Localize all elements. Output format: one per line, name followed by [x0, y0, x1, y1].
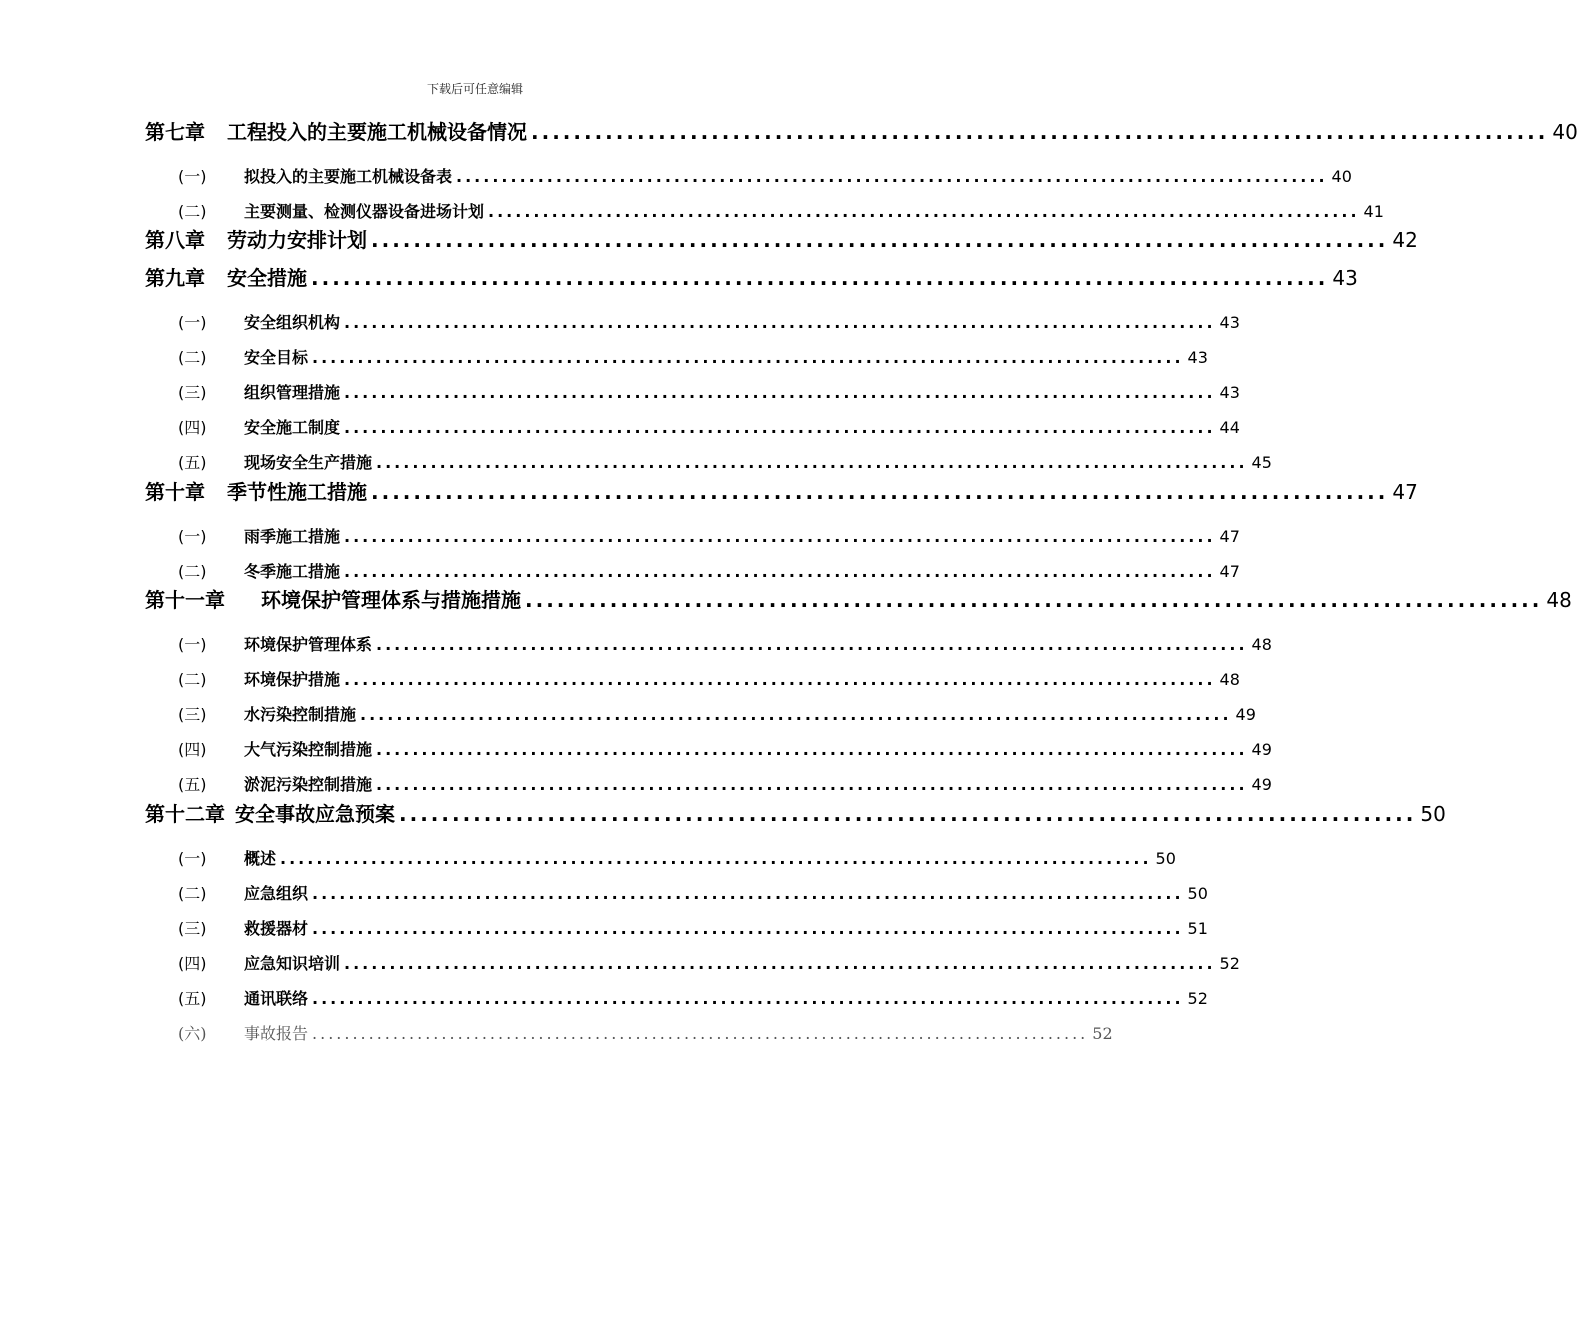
toc-section[interactable] — [178, 772, 1272, 795]
toc-leader: ................................................................................................ — [525, 588, 1543, 612]
toc-leader: ................................................................................................ — [531, 120, 1549, 144]
toc-section[interactable] — [178, 164, 1352, 187]
toc-leader: ................................................................................................ — [488, 202, 1360, 221]
toc-title: 劳动力安排计划 — [227, 228, 367, 252]
toc-leader: ................................................................................................ — [399, 802, 1417, 826]
toc-page-number: 49 — [1235, 705, 1256, 724]
toc-title: 淤泥污染控制措施 — [244, 775, 373, 794]
toc-section[interactable] — [178, 310, 1240, 333]
toc-page-number: 43 — [1219, 383, 1240, 402]
toc-title: 组织管理措施 — [244, 383, 341, 402]
toc-leader: ................................................................................................ — [312, 919, 1184, 938]
toc-number: 第十章 — [145, 480, 205, 504]
toc-chapter-7[interactable] — [145, 116, 1578, 145]
toc-page-number: 45 — [1251, 453, 1272, 472]
toc-number: (一) — [178, 313, 207, 332]
toc-title: 拟投入的主要施工机械设备表 — [244, 167, 453, 186]
toc-section[interactable] — [178, 524, 1240, 547]
toc-section[interactable] — [178, 846, 1176, 869]
toc-number: (四) — [178, 418, 207, 437]
toc-number: (四) — [178, 740, 207, 759]
toc-title: 概述 — [244, 849, 277, 868]
toc-section[interactable] — [178, 986, 1208, 1009]
toc-number: (一) — [178, 527, 207, 546]
toc-section[interactable] — [178, 450, 1272, 473]
toc-leader: ................................................................................................ — [376, 635, 1248, 654]
page-header: 下载后可任意编辑 — [426, 82, 523, 96]
toc-number: (一) — [178, 849, 207, 868]
toc-leader: ................................................................................................ — [312, 989, 1184, 1008]
toc-leader: ................................................................................................ — [280, 849, 1152, 868]
toc-title: 环境保护措施 — [244, 670, 341, 689]
toc-page-number: 50 — [1187, 884, 1208, 903]
toc-number: (五) — [178, 989, 207, 1008]
toc-title: 主要测量、检测仪器设备进场计划 — [244, 202, 485, 221]
toc-leader: ................................................................................................ — [312, 348, 1184, 367]
toc-number: (四) — [178, 954, 207, 973]
toc-number: (三) — [178, 705, 207, 724]
toc-leader: ................................................................................................ — [344, 418, 1216, 437]
toc-section[interactable] — [178, 345, 1208, 368]
toc-leader: ................................................................................................ — [344, 313, 1216, 332]
toc-page-number: 43 — [1187, 348, 1208, 367]
toc-number: (三) — [178, 919, 207, 938]
toc-page-number: 49 — [1251, 775, 1272, 794]
toc-section[interactable] — [178, 667, 1240, 690]
toc-number: 第七章 — [145, 120, 205, 144]
toc-leader: ................................................................................................ — [371, 228, 1389, 252]
toc-title: 环境保护管理体系与措施措施 — [261, 588, 521, 612]
toc-chapter-9[interactable] — [145, 262, 1358, 291]
toc-section[interactable] — [178, 702, 1256, 725]
toc-number: 第八章 — [145, 228, 205, 252]
toc-page-number: 43 — [1219, 313, 1240, 332]
toc-title: 安全组织机构 — [244, 313, 341, 332]
toc-page-number: 40 — [1552, 120, 1578, 144]
toc-number: (二) — [178, 202, 207, 221]
toc-title: 救援器材 — [244, 919, 309, 938]
toc-leader: ................................................................................................ — [376, 775, 1248, 794]
toc-title: 安全施工制度 — [244, 418, 341, 437]
toc-page-number: 42 — [1392, 228, 1418, 252]
toc-number: 第九章 — [145, 266, 205, 290]
toc-section[interactable] — [178, 1021, 1113, 1044]
toc-section[interactable] — [178, 415, 1240, 438]
toc-page-number: 50 — [1155, 849, 1176, 868]
toc-page-number: 43 — [1332, 266, 1358, 290]
toc-section[interactable] — [178, 737, 1272, 760]
toc-page-number: 51 — [1187, 919, 1208, 938]
toc-page-number: 49 — [1251, 740, 1272, 759]
toc-leader: ................................................................................................ — [360, 705, 1232, 724]
toc-number: (二) — [178, 562, 207, 581]
toc-title: 应急知识培训 — [244, 954, 341, 973]
toc-page-number: 44 — [1219, 418, 1240, 437]
toc-title: 季节性施工措施 — [227, 480, 367, 504]
toc-leader: ................................................................................................ — [344, 527, 1216, 546]
toc-leader: ................................................................................................ — [376, 740, 1248, 759]
toc-page-number: 47 — [1392, 480, 1418, 504]
toc-section[interactable] — [178, 881, 1208, 904]
toc-section[interactable] — [178, 380, 1240, 403]
toc-page-number: 40 — [1331, 167, 1352, 186]
toc-number: (五) — [178, 775, 207, 794]
toc-title: 现场安全生产措施 — [244, 453, 373, 472]
toc-number: (一) — [178, 635, 207, 654]
toc-leader: ................................................................................................ — [456, 167, 1328, 186]
toc-page-number: 52 — [1187, 989, 1208, 1008]
toc-page-number: 50 — [1420, 802, 1446, 826]
toc-title: 工程投入的主要施工机械设备情况 — [227, 120, 527, 144]
toc-chapter-12[interactable] — [145, 798, 1446, 827]
toc-leader: ................................................................................................ — [344, 383, 1216, 402]
toc-number: (六) — [178, 1024, 207, 1043]
toc-leader: ................................................................................................ — [344, 670, 1216, 689]
toc-number: 第十一章 — [145, 588, 225, 612]
toc-title: 环境保护管理体系 — [244, 635, 373, 654]
toc-leader: ................................................................................................ — [312, 884, 1184, 903]
toc-section[interactable] — [178, 632, 1272, 655]
toc-page-number: 48 — [1219, 670, 1240, 689]
toc-section[interactable] — [178, 559, 1240, 582]
toc-section[interactable] — [178, 199, 1384, 222]
toc-title: 水污染控制措施 — [244, 705, 357, 724]
toc-title: 雨季施工措施 — [244, 527, 341, 546]
toc-number: (五) — [178, 453, 207, 472]
toc-page-number: 47 — [1219, 562, 1240, 581]
toc-title: 应急组织 — [244, 884, 309, 903]
toc-number: (二) — [178, 670, 207, 689]
toc-title: 安全事故应急预案 — [235, 802, 395, 826]
toc-page-number: 48 — [1251, 635, 1272, 654]
toc-leader: ................................................................................................ — [311, 266, 1329, 290]
toc-number: (一) — [178, 167, 207, 186]
toc-section[interactable] — [178, 916, 1208, 939]
toc-number: 第十二章 — [145, 802, 225, 826]
toc-title: 通讯联络 — [244, 989, 309, 1008]
toc-chapter-10[interactable] — [145, 476, 1418, 505]
toc-page-number: 48 — [1546, 588, 1572, 612]
toc-page-number: 52 — [1092, 1024, 1113, 1043]
toc-title: 安全措施 — [227, 266, 307, 290]
toc-number: (二) — [178, 348, 207, 367]
toc-leader: ................................................................................................ — [376, 453, 1248, 472]
toc-number: (二) — [178, 884, 207, 903]
toc-page-number: 47 — [1219, 527, 1240, 546]
toc-chapter-8[interactable] — [145, 224, 1418, 253]
toc-leader: ................................................................................................ — [344, 954, 1216, 973]
toc-number: (三) — [178, 383, 207, 402]
toc-title: 大气污染控制措施 — [244, 740, 373, 759]
toc-page-number: 52 — [1219, 954, 1240, 973]
toc-title: 安全目标 — [244, 348, 309, 367]
toc-title: 冬季施工措施 — [244, 562, 341, 581]
toc-chapter-11[interactable] — [145, 584, 1572, 613]
toc-leader: ................................................................................................ — [371, 480, 1389, 504]
toc-title: 事故报告 — [244, 1024, 309, 1043]
toc-page-number: 41 — [1363, 202, 1384, 221]
toc-section[interactable] — [178, 951, 1240, 974]
toc-leader: ................................................................................................ — [312, 1024, 1089, 1043]
toc-leader: ................................................................................................ — [344, 562, 1216, 581]
